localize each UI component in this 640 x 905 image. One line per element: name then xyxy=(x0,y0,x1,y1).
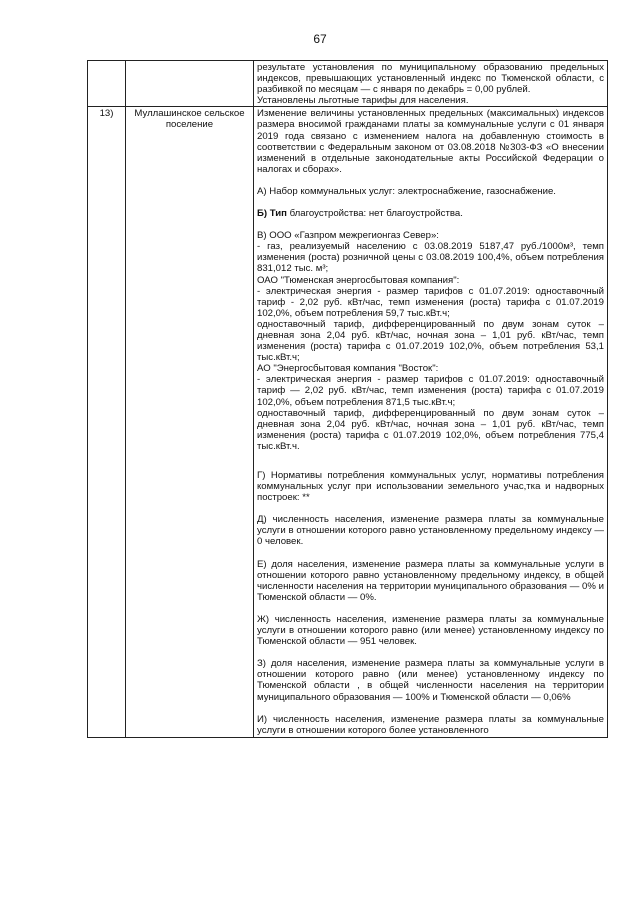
content-cell xyxy=(254,61,608,107)
table-row xyxy=(88,107,608,737)
paragraph: результате установления по муниципальному образованию предельных индексов, превышающих установленный индекс по Тюменской области, с разбивкой по месяцам — с января по декабрь = 0,00 рублей. xyxy=(257,62,604,96)
paragraph-v-vostok-title: АО "Энергосбытовая компания "Восток": xyxy=(257,363,439,375)
paragraph-v-gas: - газ, реализуемый населению с 03.08.2019 5187,47 руб./1000м³, темп изменения (роста) розничной цены с 03.08.2019 100,4%, объем потребления 831,012 тыс. м³; xyxy=(257,241,604,275)
settlement-name-cell xyxy=(126,61,254,107)
paragraph-v-tek-1: - электрическая энергия - размер тарифов с 01.07.2019: одноставочный тариф - 2,02 руб. кВт/час, темп изменения (роста) тарифа с 01.07.2019 102,0%, объем потребления 59,7 тыс.кВт.ч; xyxy=(257,285,604,319)
settlement-name-cell xyxy=(126,107,254,737)
row-number: 13) xyxy=(99,108,114,120)
page-number: 67 xyxy=(313,32,327,46)
paragraph: Установлены льготные тарифы для населения. xyxy=(257,95,469,107)
paragraph-g: Г) Нормативы потребления коммунальных услуг, нормативы потребления коммунальных услуг при использовании земельного учас,тка и надворных построек: ** xyxy=(257,470,604,504)
paragraph-e: Е) доля населения, изменение размера платы за коммунальные услуги в отношении которого равно установленному предельному индексу, в общей численности населения на территории муниципального образования — 0% и Тюменской области — 0%. xyxy=(257,558,604,603)
paragraph-a: А) Набор коммунальных услуг: электроснабжение, газоснабжение. xyxy=(257,185,556,197)
paragraph-b-bold: Б) Тип xyxy=(257,208,287,220)
paragraph-v-title: В) ООО «Газпром межрегионгаз Север»: xyxy=(257,230,439,242)
paragraph-b-text: благоустройства: нет благоустройства. xyxy=(286,208,463,220)
intro-paragraph: Изменение величины установленных предельных (максимальных) индексов размера вносимой гражданами платы за коммунальные услуги с 01 января 2019 года связано с изменением налога на добавленную стоимость в соответствии с Федеральным законом от 03.08.2018 №303-ФЗ «О внесении изменений в отдельные законодательные акты Российской Федерации о налогах и сборах». xyxy=(257,108,604,175)
paragraph-zh: Ж) численность населения, изменение размера платы за коммунальные услуги в отношении которого равно (или менее) установленному индексу по Тюменской области — 951 человек. xyxy=(257,613,604,648)
paragraph-v-tek-2: одноставочный тариф, дифференцированный по двум зонам суток – дневная зона 2,04 руб. кВт/час, ночная зона – 1,01 руб. кВт/час, темп изменения (роста) тарифа с 01.07.2019 102,0%, объем потребления 53,1 тыс.кВт.ч; xyxy=(257,318,604,364)
content-cell xyxy=(254,107,608,737)
paragraph-b xyxy=(257,208,604,219)
row-number-cell xyxy=(88,107,126,737)
paragraph-v-vostok-2: одноставочный тариф, дифференцированный по двум зонам суток – дневная зона 2,04 руб. кВт/час, ночная зона – 1,01 руб. кВт/час, темп изменения (роста) тарифа с 01.07.2019 102,0%, объем потребления 775,4 тыс.кВт.ч. xyxy=(257,407,604,452)
paragraph-v-vostok-1: - электрическая энергия - размер тарифов с 01.07.2019: одноставочный тариф — 2,02 руб. кВт/час, темп изменения (роста) тарифа с 01.07.2019 102,0%, объем потребления 871,5 тыс.кВт.ч; xyxy=(257,374,604,408)
paragraph-v-tek-title: ОАО "Тюменская энергосбытовая компания": xyxy=(257,274,460,286)
row-number-cell xyxy=(88,61,126,107)
settlement-name: Муллашинское сельское поселение xyxy=(134,108,245,131)
tariff-table xyxy=(87,60,608,738)
table-row xyxy=(88,61,608,107)
paragraph-i: И) численность населения, изменение размера платы за коммунальные услуги в отношении которого более установленного xyxy=(257,713,604,736)
paragraph-z: З) доля населения, изменение размера платы за коммунальные услуги в отношении которого равно (или менее) установленному индексу по Тюменской области , в общей численности населения на территории муниципального образования — 100% и Тюменской области — 0,06% xyxy=(257,658,604,703)
paragraph-d: Д) численность населения, изменение размера платы за коммунальные услуги в отношении которого равно установленному предельному индексу — 0 человек. xyxy=(257,514,604,548)
